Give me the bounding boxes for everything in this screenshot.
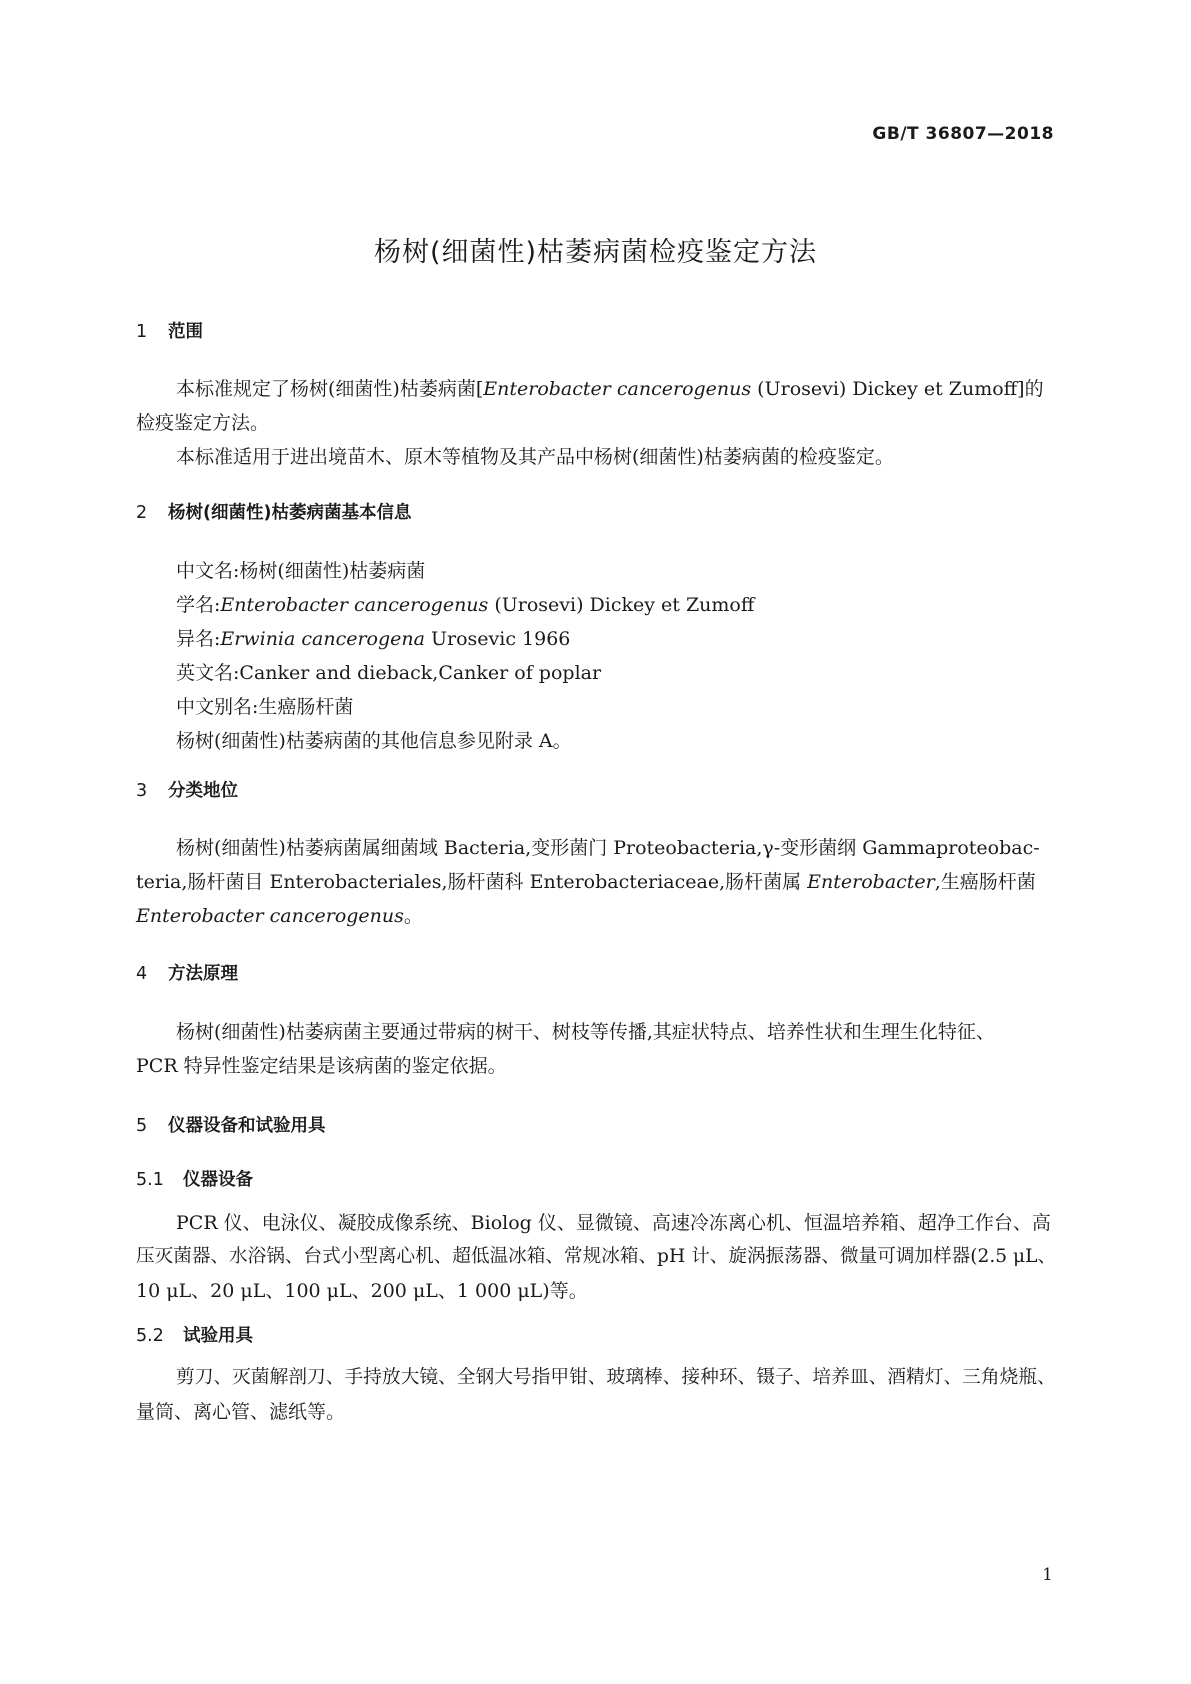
section-number: 4 xyxy=(136,964,148,984)
text-span: Urosevic 1966 xyxy=(424,628,571,650)
text-span: teria,肠杆菌目 Enterobacteriales,肠杆菌科 Enterobacteriaceae,肠杆菌属 xyxy=(136,871,808,893)
paragraph-line xyxy=(136,372,1056,406)
section-number: 5 xyxy=(136,1116,148,1136)
info-synonym xyxy=(176,622,754,656)
section-5-2-heading xyxy=(136,1322,253,1347)
section-title: 杨树(细菌性)枯萎病菌基本信息 xyxy=(168,503,412,523)
section-title: 范围 xyxy=(168,322,203,342)
section-number: 5.1 xyxy=(136,1170,164,1190)
paragraph-line xyxy=(136,899,1056,933)
paragraph-line: 量筒、离心管、滤纸等。 xyxy=(136,1401,346,1423)
section-number: 3 xyxy=(136,781,148,801)
standard-code: GB/T 36807—2018 xyxy=(872,124,1054,144)
label: 异名: xyxy=(176,628,221,650)
species-name: Enterobacter cancerogenus xyxy=(136,905,404,927)
page-number: 1 xyxy=(1042,1565,1053,1585)
paragraph-line: 本标准适用于进出境苗木、原木等植物及其产品中杨树(细菌性)枯萎病菌的检疫鉴定。 xyxy=(176,446,894,468)
genus-name: Enterobacter xyxy=(807,871,935,893)
section-1-heading xyxy=(136,318,203,343)
section-number: 1 xyxy=(136,322,148,342)
basic-info-list xyxy=(176,554,754,758)
paragraph-line xyxy=(136,865,1056,899)
text-span: (Urosevi) Dickey et Zumoff]的 xyxy=(751,378,1044,400)
section-number: 2 xyxy=(136,503,148,523)
species-name: Enterobacter cancerogenus xyxy=(220,594,489,616)
paragraph-line: 10 μL、20 μL、100 μL、200 μL、1 000 μL)等。 xyxy=(136,1280,588,1302)
document-title: 杨树(细菌性)枯萎病菌检疫鉴定方法 xyxy=(373,237,818,268)
species-name: Enterobacter cancerogenus xyxy=(483,378,752,400)
section-title: 分类地位 xyxy=(168,781,238,801)
text-span: 本标准规定了杨树(细菌性)枯萎病菌[ xyxy=(176,378,484,400)
section-title: 试验用具 xyxy=(183,1326,253,1346)
paragraph-line: 杨树(细菌性)枯萎病菌属细菌域 Bacteria,变形菌门 Proteobacteria,γ-变形菌纲 Gammaproteobac- xyxy=(176,837,1040,859)
section-4-heading xyxy=(136,960,238,985)
section-4-body xyxy=(136,1015,1056,1083)
info-english-name: 英文名:Canker and dieback,Canker of poplar xyxy=(176,662,602,684)
paragraph-line: 检疫鉴定方法。 xyxy=(136,412,270,434)
text-span: ,生癌肠杆菌 xyxy=(934,871,1036,893)
text-span: 。 xyxy=(403,905,423,927)
section-title: 仪器设备 xyxy=(183,1170,253,1190)
section-3-body xyxy=(136,831,1056,933)
section-3-heading xyxy=(136,777,238,802)
paragraph-line: 剪刀、灭菌解剖刀、手持放大镜、全钢大号指甲钳、玻璃棒、接种环、镊子、培养皿、酒精灯、三角烧瓶、 xyxy=(176,1367,1056,1388)
info-other: 杨树(细菌性)枯萎病菌的其他信息参见附录 A。 xyxy=(176,730,572,752)
section-title: 仪器设备和试验用具 xyxy=(168,1116,326,1136)
label: 学名: xyxy=(176,594,221,616)
section-5-heading xyxy=(136,1112,326,1137)
info-chinese-name: 中文名:杨树(细菌性)枯萎病菌 xyxy=(176,560,426,582)
section-2-heading xyxy=(136,499,412,524)
paragraph-line: PCR 特异性鉴定结果是该病菌的鉴定依据。 xyxy=(136,1055,507,1077)
paragraph-line: 杨树(细菌性)枯萎病菌主要通过带病的树干、树枝等传播,其症状特点、培养性状和生理生化特征、 xyxy=(176,1021,995,1043)
section-number: 5.2 xyxy=(136,1326,164,1346)
section-title: 方法原理 xyxy=(168,964,238,984)
text-span: (Urosevi) Dickey et Zumoff xyxy=(488,594,755,616)
paragraph-line: PCR 仪、电泳仪、凝胶成像系统、Biolog 仪、显微镜、高速冷冻离心机、恒温培养箱、超净工作台、高 xyxy=(176,1212,1051,1234)
section-1-body xyxy=(136,372,1056,474)
section-5-2-body xyxy=(136,1361,1056,1429)
info-scientific-name xyxy=(176,588,754,622)
info-chinese-alias: 中文别名:生癌肠杆菌 xyxy=(176,696,354,718)
species-name: Erwinia cancerogena xyxy=(220,628,425,650)
section-5-1-body xyxy=(136,1206,1056,1308)
section-5-1-heading xyxy=(136,1166,253,1191)
paragraph-line: 压灭菌器、水浴锅、台式小型离心机、超低温冰箱、常规冰箱、pH 计、旋涡振荡器、微量可调加样器(2.5 μL、 xyxy=(136,1246,1057,1267)
